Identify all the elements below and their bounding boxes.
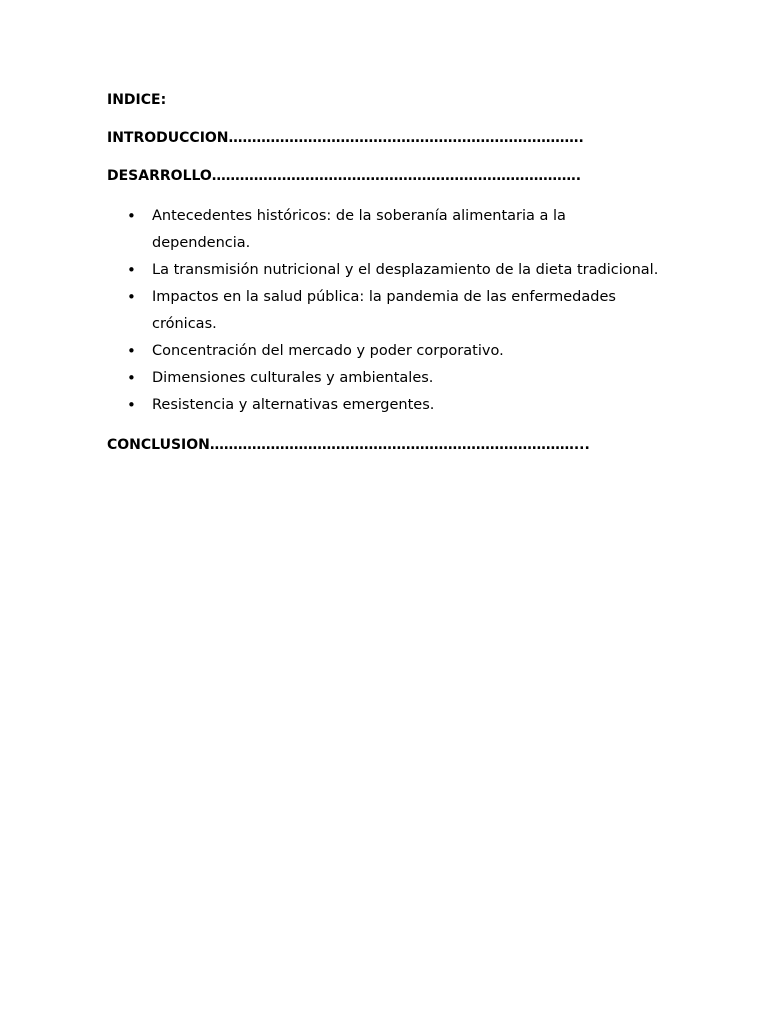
bullet-icon: • <box>127 369 136 387</box>
list-item <box>107 338 667 365</box>
development-list <box>107 203 667 419</box>
list-item-text: Antecedentes históricos: de la soberanía alimentaria a la dependencia. <box>152 208 566 251</box>
list-item <box>107 392 667 419</box>
list-item <box>107 257 667 284</box>
bullet-icon: • <box>127 396 136 414</box>
list-item-text: Impactos en la salud pública: la pandemia de las enfermedades crónicas. <box>152 289 616 332</box>
document-page <box>107 90 667 455</box>
list-item <box>107 365 667 392</box>
list-item-text: Dimensiones culturales y ambientales. <box>152 370 434 386</box>
toc-development: DESARROLLO……………………………………………………………………. <box>107 168 582 184</box>
index-title: INDICE: <box>107 92 167 108</box>
list-item-text: Resistencia y alternativas emergentes. <box>152 397 435 413</box>
list-item-text: La transmisión nutricional y el desplazamiento de la dieta tradicional. <box>152 262 659 278</box>
list-item <box>107 284 667 338</box>
bullet-icon: • <box>127 261 136 279</box>
bullet-icon: • <box>127 288 136 306</box>
toc-introduction: INTRODUCCION…………………………………………………………………. <box>107 130 584 146</box>
list-item <box>107 203 667 257</box>
toc-conclusion: CONCLUSION……………………………………………………………………... <box>107 437 590 453</box>
bullet-icon: • <box>127 207 136 225</box>
bullet-icon: • <box>127 342 136 360</box>
list-item-text: Concentración del mercado y poder corporativo. <box>152 343 504 359</box>
